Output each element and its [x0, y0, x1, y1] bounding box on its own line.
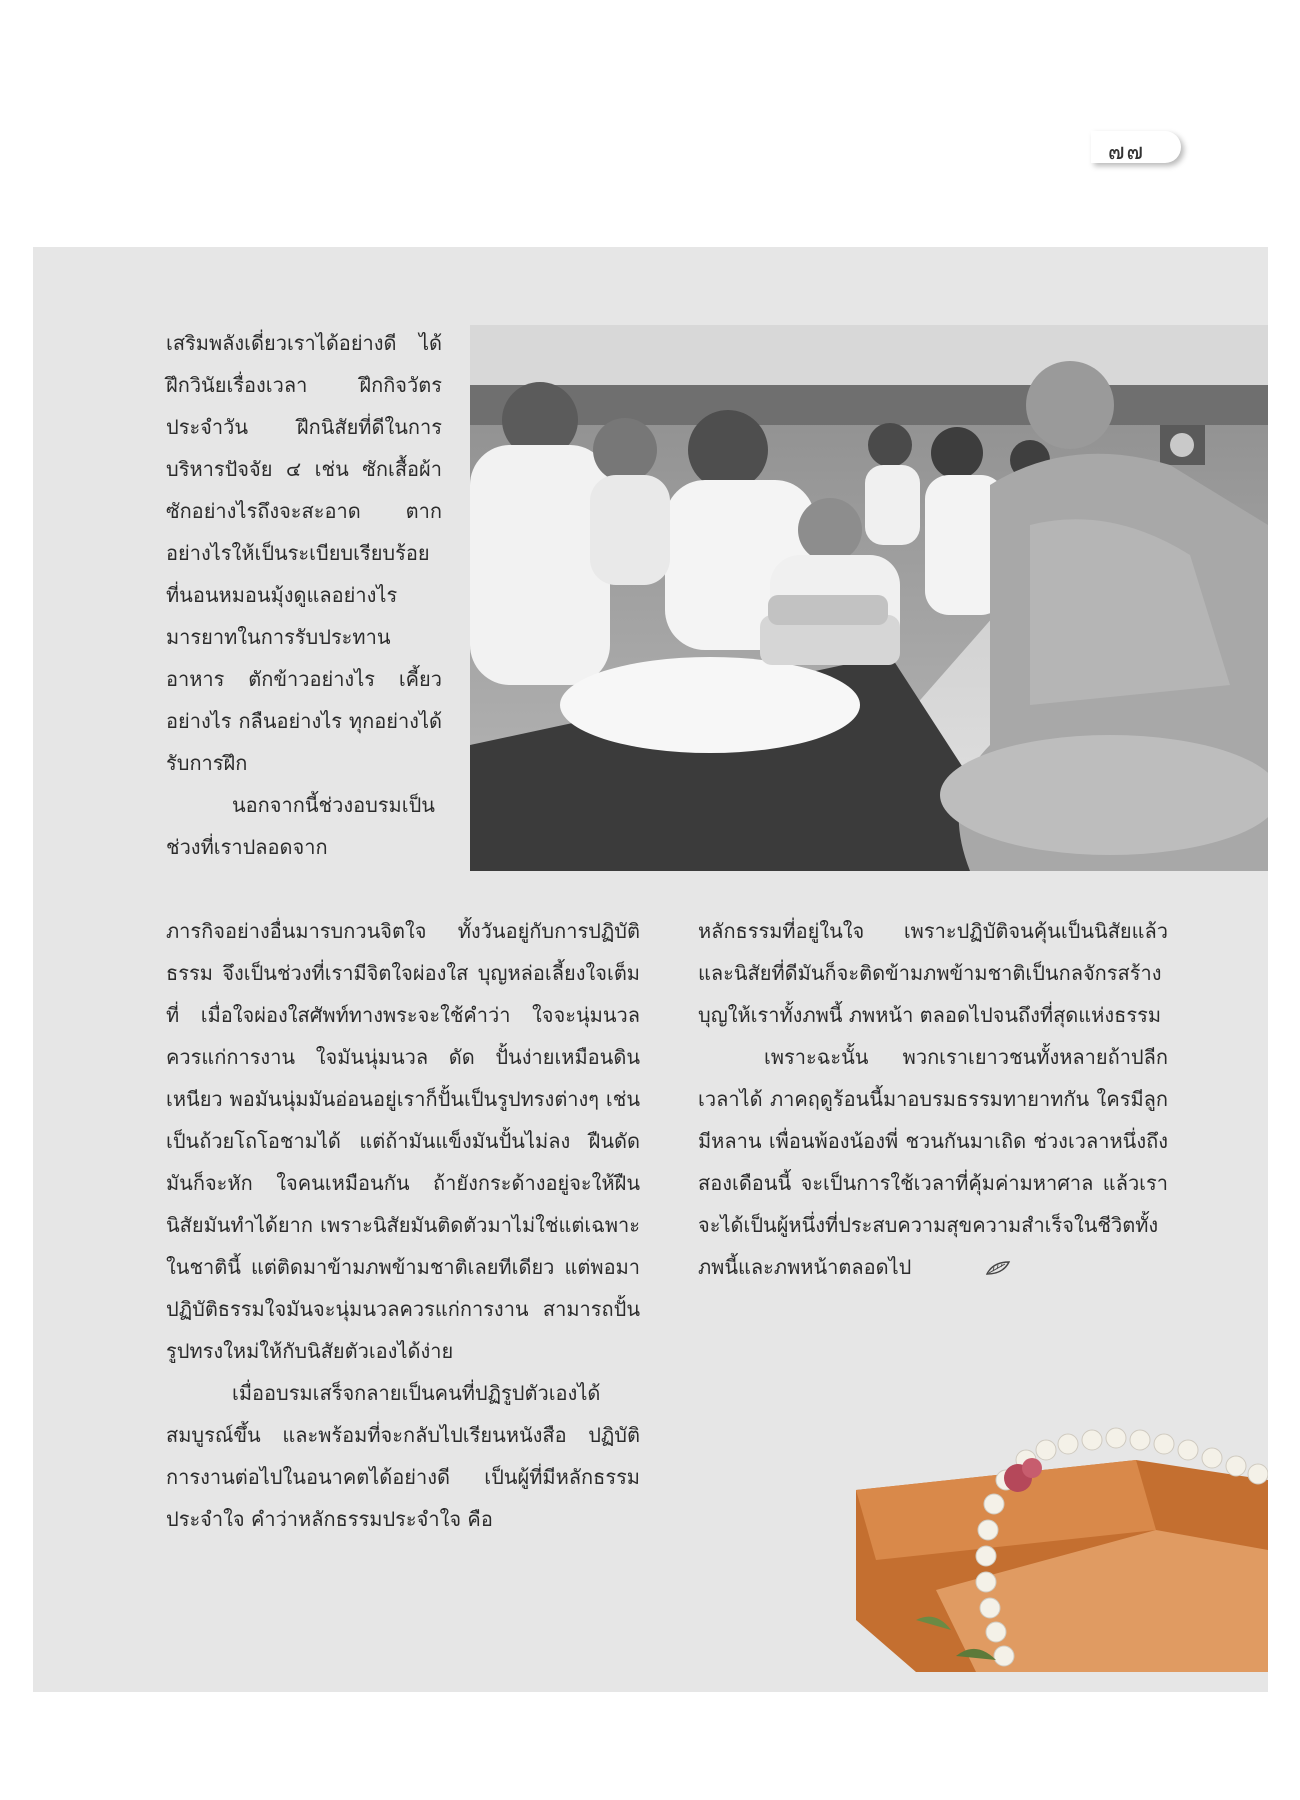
paragraph: เสริมพลังเดี่ยวเราได้อย่างดี ได้ฝึกวินัยเรื่องเวลา ฝึกกิจวัตรประจำวัน ฝึกนิสัยที่ดีในการบริหารปัจจัย ๔ เช่น ซักเสื้อผ้า ซักอย่างไรถึงจะสะอาด ตากอย่างไรให้เป็นระเบียบเรียบร้อย ที่นอนหมอนมุ้งดูแลอย่างไร มารยาทในการรับประทานอาหาร ตักข้าวอย่างไร เคี้ยวอย่างไร กลืนอย่างไร ทุกอย่างได้รับการฝึก — [166, 331, 442, 775]
offering-ceremony-photo-icon — [470, 325, 1268, 871]
paragraph-text: เพราะฉะนั้น พวกเราเยาวชนทั้งหลายถ้าปลีกเวลาได้ ภาคฤดูร้อนนี้มาอบรมธรรมทายาทกัน ใครมีลูกมีหลาน เพื่อนพ้องน้องพี่ ชวนกันมาเถิด ช่วงเวลาหนึ่งถึงสองเดือนนี้ จะเป็นการใช้เวลาที่คุ้มค่ามหาศาล แล้วเราจะได้เป็นผู้หนึ่งที่ประสบความสุขความสำเร็จในชีวิตทั้งภพนี้และภพหน้าตลอดไป — [698, 1045, 1168, 1279]
paragraph — [698, 1036, 1168, 1290]
left-column — [166, 910, 640, 1540]
right-column — [698, 910, 1168, 1290]
paragraph: เมื่ออบรมเสร็จกลายเป็นคนที่ปฏิรูปตัวเองได้สมบูรณ์ขึ้น และพร้อมที่จะกลับไปเรียนหนังสือ ปฏิบัติการงานต่อไปในอนาคตได้อย่างดี เป็นผู้ที่มีหลักธรรมประจำใจ คำว่าหลักธรรมประจำใจ คือ — [166, 1381, 640, 1531]
paragraph: ภารกิจอย่างอื่นมารบกวนจิตใจ ทั้งวันอยู่กับการปฏิบัติธรรม จึงเป็นช่วงที่เรามีจิตใจผ่องใส บุญหล่อเลี้ยงใจเต็มที่ เมื่อใจผ่องใสศัพท์ทางพระจะใช้คำว่า ใจจะนุ่มนวลควรแก่การงาน ใจมันนุ่มนวล ดัด ปั้นง่ายเหมือนดินเหนียว พอมันนุ่มมันอ่อนอยู่เราก็ปั้นเป็นรูปทรงต่างๆ เช่น เป็นถ้วยโถโอชามได้ แต่ถ้ามันแข็งมันปั้นไม่ลง ฝืนดัดมันก็จะหัก ใจคนเหมือนกัน ถ้ายังกระด้างอยู่จะให้ฝืนนิสัยมันทำได้ยาก เพราะนิสัยมันติดตัวมาไม่ใช่แต่เฉพาะในชาตินี้ แต่ติดมาข้ามภพข้ามชาติเลยทีเดียว แต่พอมาปฏิบัติธรรมใจมันจะนุ่มนวลควรแก่การงาน สามารถปั้นรูปทรงใหม่ให้กับนิสัยตัวเองได้ง่าย — [166, 919, 640, 1363]
page-number: ๗๗ — [1108, 140, 1146, 165]
main-photo — [470, 325, 1268, 871]
narrow-column — [166, 322, 442, 868]
leaf-end-mark-icon — [919, 1248, 1011, 1290]
paragraph: นอกจากนี้ช่วงอบรมเป็นช่วงที่เราปลอดจาก — [166, 793, 435, 859]
garland-photo — [856, 1420, 1268, 1672]
paragraph: หลักธรรมที่อยู่ในใจ เพราะปฏิบัติจนคุ้นเป็นนิสัยแล้ว และนิสัยที่ดีมันก็จะติดข้ามภพข้ามชาติเป็นกลจักรสร้างบุญให้เราทั้งภพนี้ ภพหน้า ตลอดไปจนถึงที่สุดแห่งธรรม — [698, 919, 1168, 1027]
robe-with-jasmine-garland-icon — [856, 1420, 1268, 1672]
